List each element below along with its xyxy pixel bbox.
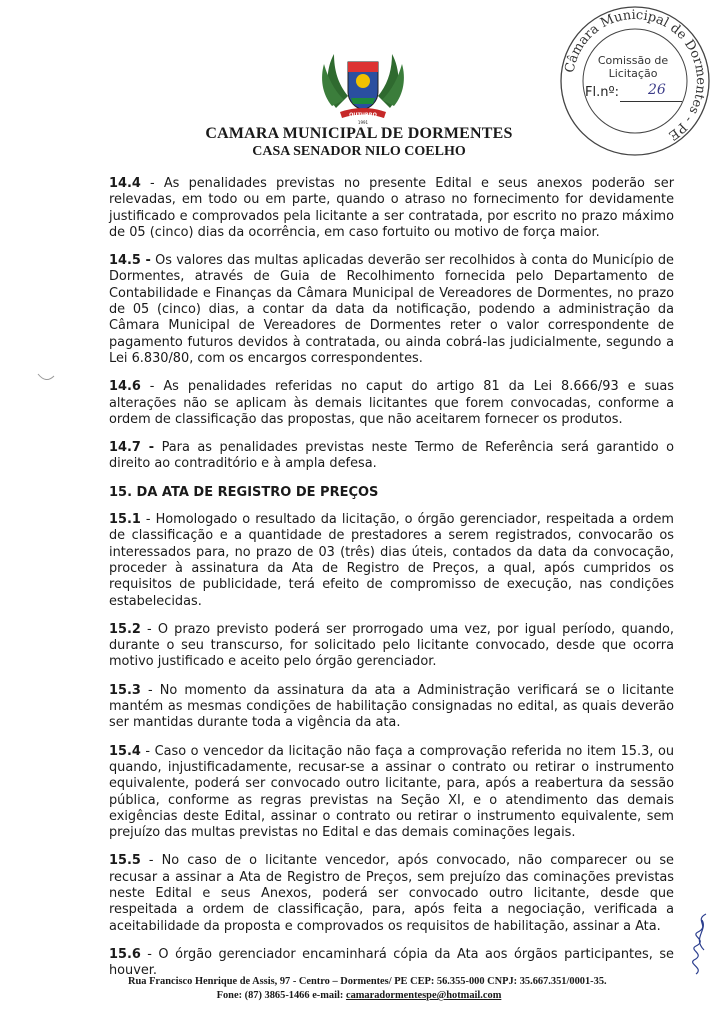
section-title: 15. DA ATA DE REGISTRO DE PREÇOS [109, 484, 379, 500]
footer-phone: Fone: (87) 3865-1466 [216, 990, 310, 1001]
paragraph-text: - O órgão gerenciador encaminhará cópia da Ata aos órgãos participantes, se houver. [109, 946, 674, 979]
document-body [109, 176, 674, 991]
stamp-folio-number: 26 [648, 82, 666, 98]
paragraph-15-6 [109, 947, 674, 980]
paragraph-text: - As penalidades referidas no caput do artigo 81 da Lei 8.666/93 e suas alterações não se aplicam às demais licitantes que forem convocadas, conforme a ordem de classificação das propostas, que não aceitarem fornecer os produtos. [109, 379, 674, 427]
paragraph-number: 15.2 [109, 621, 141, 637]
paragraph-14-7 [109, 440, 674, 473]
paragraph-15-1 [109, 512, 674, 610]
paragraph-text: Os valores das multas aplicadas deverão ser recolhidos à conta do Município de Dormentes, através de Guia de Recolhimento fornecida pelo Departamento de Contabilidade e Finanças da Câmara Municipal de Vereadores de Dormentes, no prazo de 05 (cinco) dias, a contar da data da notificação, podendo a administração da Câmara Municipal de Vereadores de Dormentes reter o valor correspondente de pagamento futuros devidos à contratada, ou ainda cobrá-las judicialmente, segundo a Lei 6.830/80, com os encargos correspondentes. [109, 253, 674, 366]
paragraph-15-2 [109, 622, 674, 671]
paragraph-text: - No momento da assinatura da ata a Administração verificará se o licitante mantém as mesmas condições de habilitação consignadas no edital, as quais deverão ser mantidas durante toda a vigência da ata. [109, 682, 674, 731]
paragraph-number: 15.3 [109, 682, 141, 698]
footer-address: Rua Francisco Henrique de Assis, 97 - Centro – Dormentes/ PE CEP: 56.355-000 CNPJ: 35.667.351/0001-35. [128, 976, 607, 987]
footer-email-label: e-mail: [312, 990, 344, 1001]
paragraph-text: - Caso o vencedor da licitação não faça a comprovação referida no item 15.3, ou quando, injustificadamente, recusar-se a assinar o contrato ou retirar o instrumento equivalente, poderá ser convocado outro licitante, para, após a reabertura da sessão pública, conforme as regras previstas na Seção XI, e o atendimento das demais exigências deste Edital, assinar o contrato ou retirar o instrumento equivalente, sem prejuízo das multas previstas no Edital e das demais cominações legais. [109, 743, 674, 841]
stamp-committee-line1: Comissão de [597, 54, 669, 67]
paragraph-text: - O prazo previsto poderá ser prorrogado uma vez, por igual período, quando, durante o seu transcurso, for solicitado pelo licitante convocado, desde que ocorra motivo justificado e aceito pelo órgão gerenciador. [109, 621, 674, 670]
paragraph-text: - No caso de o licitante vencedor, após convocado, não comparecer ou se recusar a assinar a Ata de Registro de Preços, sem prejuízo das cominações previstas neste Edital e seus Anexos, poderá ser convocado outro licitante, desde que respeitada a ordem de classificação, para, após feita a negociação, verificada a aceitabilidade da proposta e comprovados os requisitos de habilitação, assinar a Ata. [109, 853, 674, 934]
handwritten-signature [684, 910, 714, 980]
paragraph-14-5 [109, 253, 674, 367]
institution-title: CAMARA MUNICIPAL DE DORMENTES [205, 125, 513, 142]
paragraph-number: 15.1 [109, 512, 141, 528]
paragraph-number: 15.5 [109, 853, 141, 869]
paragraph-14-4 [109, 176, 674, 241]
paragraph-number: 14.6 [109, 379, 141, 395]
paragraph-number: 15.4 [109, 743, 141, 759]
paragraph-number: 14.4 [109, 176, 141, 191]
paragraph-text: - As penalidades previstas no presente Edital e seus anexos poderão ser relevadas, em todo ou em parte, quando o atraso no fornecimento for devidamente justificado e comprovados pela licitante a ser contratada, por escrito no prazo máximo de 05 (cinco) dias da ocorrência, em caso fortuito ou motivo de força maior. [109, 176, 674, 240]
paragraph-text: - Homologado o resultado da licitação, o órgão gerenciador, respeitada a ordem de classificação e a quantidade de prestadores a serem registrados, convocarão os interessados para, no prazo de 03 (três) dias úteis, contados da data da convocação, proceder à assinatura da Ata de Registro de Preços, a qual, após cumpridos os requisitos de publicidade, terá efeito de compromisso de execução, nas condições estabelecidas. [109, 512, 674, 609]
margin-mark [36, 372, 56, 384]
footer-email-link[interactable]: camaradormentespe@hotmail.com [345, 990, 502, 1001]
paragraph-15-5 [109, 853, 674, 934]
crest-year: 1991 [357, 120, 369, 125]
municipal-crest-logo [318, 48, 408, 126]
institution-subtitle: CASA SENADOR NILO COELHO [252, 144, 466, 159]
stamp-committee [588, 54, 678, 80]
committee-stamp [558, 4, 712, 158]
paragraph-number: 14.5 - [109, 253, 151, 269]
paragraph-text: Para as penalidades previstas neste Termo de Referência será garantido o direito ao contraditório e à ampla defesa. [109, 440, 674, 472]
crest-motto: OUTUBRO [349, 112, 377, 119]
stamp-folio-line [620, 101, 682, 102]
paragraph-14-6 [109, 379, 674, 428]
stamp-folio-label: Fl.nº: [585, 85, 619, 100]
footer-contact [0, 990, 718, 1001]
paragraph-number: 14.7 - [109, 440, 155, 456]
paragraph-number: 15.6 [109, 946, 141, 962]
paragraph-15-4 [109, 744, 674, 842]
paragraph-15-3 [109, 683, 674, 732]
stamp-committee-line2: Licitação [608, 67, 658, 80]
stamp-ring-path: Câmara Municipal de Dormentes - PE [562, 7, 709, 143]
